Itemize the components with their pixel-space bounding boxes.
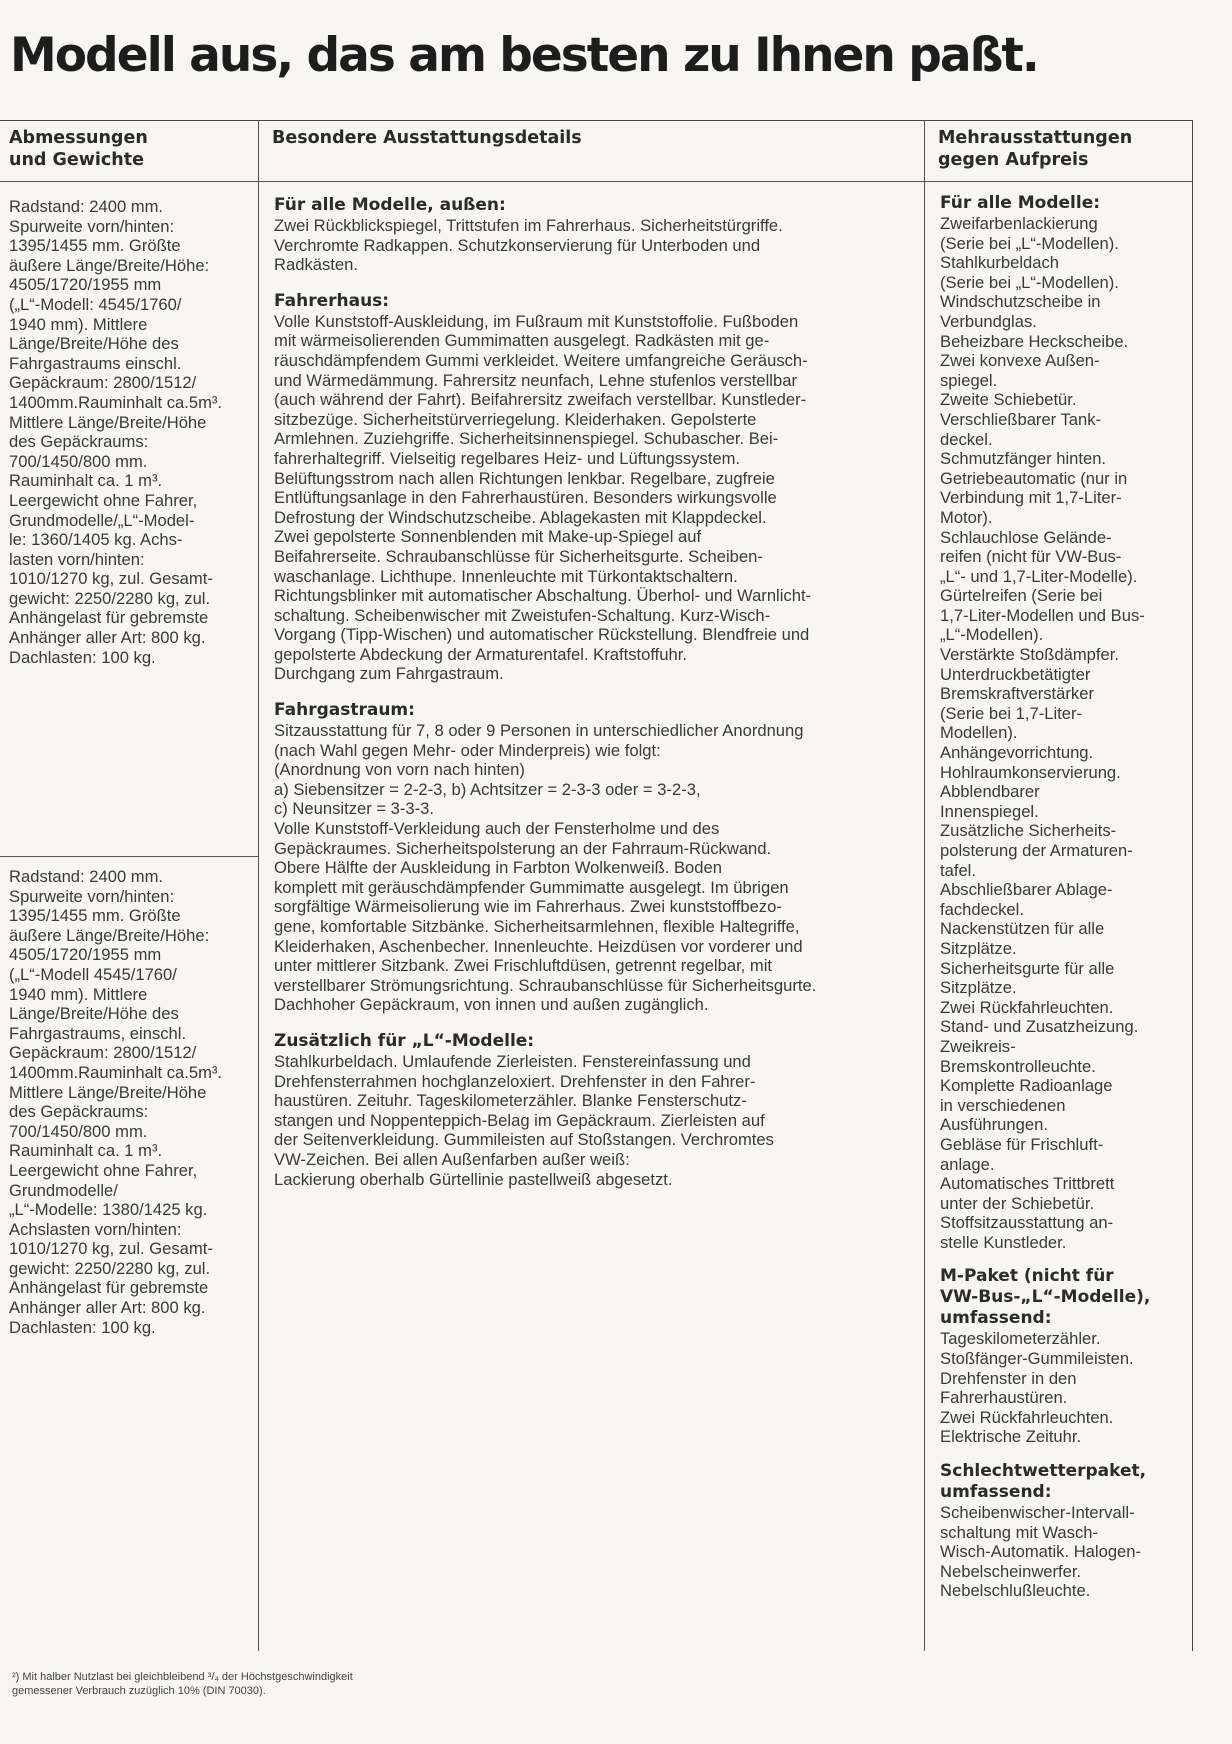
- column-divider-1: [258, 121, 259, 1651]
- section-heading: Schlechtwetterpaket, umfassend:: [940, 1461, 1147, 1503]
- dimensions-block-1: Radstand: 2400 mm. Spurweite vorn/hinten: 1395/1455 mm. Größte äußere Länge/Breite/Höhe: 4505/1720/1955 mm („L“-Modell: 4545/1760/ 1940 mm). Mittlere Länge/Breite/Höhe des Fahrgastraums einschl. Gepäckraum: 2800/1512/ 1400mm.Rauminhalt ca.5m³. Mittlere Länge/Breite/Höhe des Gepäckraums: 700/1450/800 mm. Rauminhalt ca. 1 m³. Leergewicht ohne Fahrer, Grundmodelle/„L“-Model- le: 1360/1405 kg. Achs- lasten vorn/hinten: 1010/1270 kg, zul. Gesamt- gewicht: 2250/2280 kg, zul. Anhängelast für gebremste Anhänger aller Art: 800 kg. Dachlasten: 100 kg.: [9, 197, 223, 667]
- header-rule-right: [924, 181, 1192, 182]
- equipment-column: [274, 195, 934, 1205]
- extras-section-m-package: [940, 1266, 1192, 1447]
- column-header-dimensions: Abmessungen und Gewichte: [9, 128, 148, 170]
- extras-section-all-models: [940, 193, 1192, 1252]
- page-headline: Modell aus, das am besten zu Ihnen paßt.: [10, 28, 1038, 83]
- header-rule-left: [0, 181, 258, 182]
- equipment-section-driver-cab: [274, 291, 934, 684]
- header-rule-middle: [258, 181, 924, 182]
- section-text: Zwei Rückblickspiegel, Trittstufen im Fahrerhaus. Sicherheitstürgriffe. Verchromte Radkappen. Schutzkonservierung für Unterboden und Radkästen.: [274, 216, 783, 275]
- extras-section-bad-weather-package: [940, 1461, 1192, 1601]
- column-header-equipment: Besondere Ausstattungsdetails: [272, 128, 582, 148]
- footnote: ²) Mit halber Nutzlast bei gleichbleibend ³/₄ der Höchstgeschwindigkeit gemessener Verbrauch zuzüglich 10% (DIN 70030).: [12, 1671, 353, 1697]
- equipment-section-passenger-area: [274, 700, 934, 1015]
- column-header-extras: Mehrausstattungen gegen Aufpreis: [938, 128, 1133, 170]
- section-text: Scheibenwischer-Intervall- schaltung mit Wasch- Wisch-Automatik. Halogen- Nebelscheinwerfer. Nebelschlußleuchte.: [940, 1503, 1142, 1601]
- equipment-section-l-models: [274, 1031, 934, 1189]
- section-text: Volle Kunststoff-Auskleidung, im Fußraum mit Kunststoffolie. Fußboden mit wärmeisolierenden Gummimatten ausgelegt. Radkästen mit ge- räuschdämpfendem Gummi verkleidet. Weitere umfangreiche Geräusch- und Wärmedämmung. Fahrersitz neunfach, Lehne stufenlos verstellbar (auch während der Fahrt). Beifahrersitz zweifach verstellbar. Kunstleder- sitzbezüge. Sicherheitstürverriegelung. Kleiderhaken. Gepolsterte Armlehnen. Zuziehgriffe. Sicherheitsinnenspiegel. Schubascher. Bei- fahrerhaltegriff. Vielseitig regelbares Heiz- und Lüftungssystem. Belüftungsstrom nach allen Richtungen lenkbar. Regelbare, zugfreie Entlüftungsanlage in den Fahrerhaustüren. Besonders wirkungsvolle Defrostung der Windschutzscheibe. Ablagekasten mit Klappdeckel. Zwei gepolsterte Sonnenblenden mit Make-up-Spiegel auf Beifahrerseite. Schraubanschlüsse für Sicherheitsgurte. Scheiben- waschanlage. Lichthupe. Innenleuchte mit Türkontaktschaltern. Richtungsblinker mit automatischer Abschaltung. Überhol- und Warnlicht- schaltung. Scheibenwischer mit Zweistufen-Schaltung. Kurz-Wisch- Vorgang (Tipp-Wischen) und automatischer Rückstellung. Blendfreie und gepolsterte Abdeckung der Armaturentafel. Kraftstoffuhr. Durchgang zum Fahrgastraum.: [274, 311, 812, 684]
- section-text: Zweifarbenlackierung (Serie bei „L“-Modellen). Stahlkurbeldach (Serie bei „L“-Modellen). Windschutzscheibe in Verbundglas. Beheizbare Heckscheibe. Zwei konvexe Außen- spiegel. Zweite Schiebetür. Verschließbarer Tank- deckel. Schmutzfänger hinten. Getriebeautomatic (nur in Verbindung mit 1,7-Liter- Motor). Schlauchlose Gelände- reifen (nicht für VW-Bus- „L“- und 1,7-Liter-Modelle). Gürtelreifen (Serie bei 1,7-Liter-Modellen und Bus- „L“-Modellen). Verstärkte Stoßdämpfer. Unterdruckbetätigter Bremskraftverstärker (Serie bei 1,7-Liter- Modellen). Anhängevorrichtung. Hohlraumkonservierung. Abblendbarer Innenspiegel. Zusätzliche Sicherheits- polsterung der Armaturen- tafel. Abschließbarer Ablage- fachdeckel. Nackenstützen für alle Sitzplätze. Sicherheitsgurte für alle Sitzplätze. Zwei Rückfahrleuchten. Stand- und Zusatzheizung. Zweikreis- Bremskontrolleuchte. Komplette Radioanlage in verschiedenen Ausführungen. Gebläse für Frischluft- anlage. Automatisches Trittbrett unter der Schiebetür. Stoffsitzausstattung an- stelle Kunstleder.: [940, 214, 1145, 1252]
- equipment-section-exterior: [274, 195, 934, 275]
- specs-table: [0, 120, 1193, 1651]
- section-text: Sitzausstattung für 7, 8 oder 9 Personen in unterschiedlicher Anordnung (nach Wahl gegen Mehr- oder Minderpreis) wie folgt: (Anordnung von vorn nach hinten) a) Siebensitzer = 2-2-3, b) Achtsitzer = 2-3-3 oder = 3-2-3, c) Neunsitzer = 3-3-3. Volle Kunststoff-Verkleidung auch der Fensterholme und des Gepäckraumes. Sicherheitspolsterung an der Fahrraum-Rückwand. Obere Hälfte der Auskleidung in Farbton Wolkenweiß. Boden komplett mit geräuschdämpfender Gummimatte ausgelegt. Im übrigen sorgfältige Wärmeisolierung wie im Fahrerhaus. Zwei kunststoffbezo- gene, komfortable Sitzbänke. Sicherheitsarmlehnen, flexible Haltegriffe, Kleiderhaken, Aschenbecher. Innenleuchte. Heizdüsen vor vorderer und unter mittlerer Sitzbank. Zwei Frischluftdüsen, getrennt regelbar, mit verstellbarer Strömungsrichtung. Schraubanschlüsse für Sicherheitsgurte. Dachhoher Gepäckraum, von innen und außen zugänglich.: [274, 721, 817, 1015]
- section-text: Tageskilometerzähler. Stoßfänger-Gummileisten. Drehfenster in den Fahrerhaustüren. Zwei Rückfahrleuchten. Elektrische Zeituhr.: [940, 1329, 1134, 1447]
- section-heading: Fahrgastraum:: [274, 700, 415, 721]
- dimensions-divider: [0, 856, 258, 857]
- section-heading: M-Paket (nicht für VW-Bus-„L“-Modelle), umfassend:: [940, 1266, 1151, 1329]
- section-heading: Zusätzlich für „L“-Modelle:: [274, 1030, 535, 1051]
- section-heading: Für alle Modelle, außen:: [274, 195, 506, 215]
- extras-column: [940, 193, 1192, 1615]
- dimensions-block-2: Radstand: 2400 mm. Spurweite vorn/hinten: 1395/1455 mm. Größte äußere Länge/Breite/Höhe: 4505/1720/1955 mm („L“-Modell 4545/1760/ 1940 mm). Mittlere Länge/Breite/Höhe des Fahrgastraums, einschl. Gepäckraum: 2800/1512/ 1400mm.Rauminhalt ca.5m³. Mittlere Länge/Breite/Höhe des Gepäckraums: 700/1450/800 mm. Rauminhalt ca. 1 m³. Leergewicht ohne Fahrer, Grundmodelle/ „L“-Modelle: 1380/1425 kg. Achslasten vorn/hinten: 1010/1270 kg, zul. Gesamt- gewicht: 2250/2280 kg, zul. Anhängelast für gebremste Anhänger aller Art: 800 kg. Dachlasten: 100 kg.: [9, 867, 223, 1337]
- section-heading: Fahrerhaus:: [274, 290, 390, 311]
- section-text: Stahlkurbeldach. Umlaufende Zierleisten. Fenstereinfassung und Drehfensterrahmen hochglanzeloxiert. Drehfenster in den Fahrer- haustüren. Zeituhr. Tageskilometerzähler. Blanke Fensterschutz- stangen und Noppenteppich-Belag im Gepäckraum. Zierleisten auf der Seitenverkleidung. Gummileisten auf Stoßstangen. Verchromtes VW-Zeichen. Bei allen Außenfarben außer weiß: Lackierung oberhalb Gürtellinie pastellweiß abgesetzt.: [274, 1051, 774, 1189]
- section-heading: Für alle Modelle:: [940, 193, 1101, 213]
